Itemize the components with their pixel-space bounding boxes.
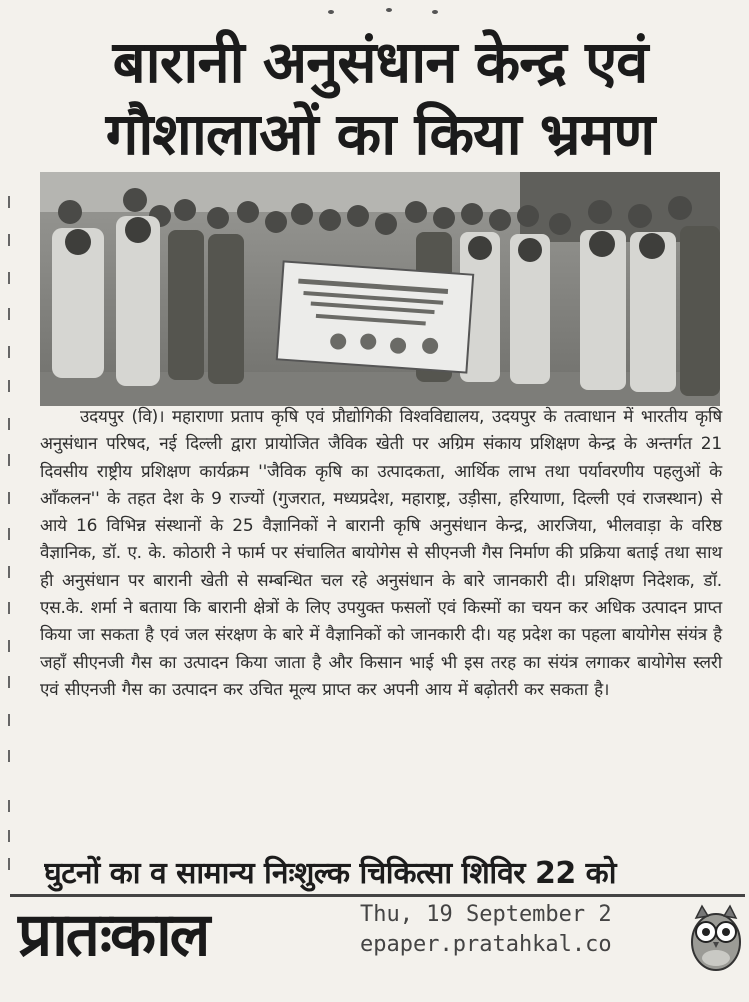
headline-line-2: गौशालाओं का किया भ्रमण <box>105 100 655 168</box>
group-photo <box>40 172 720 406</box>
article-body: उदयपुर (वि)। महाराणा प्रताप कृषि एवं प्रौद्योगिकी विश्वविद्यालय, उदयपुर के तत्वाधान में भारतीय कृषि अनुसंधान परिषद, नई दिल्ली द्वारा प्रायोजित जैविक खेती पर अग्रिम संकाय प्रशिक्षण केन्द्र के अन्तर्गत 21 दिवसीय राष्ट्रीय प्रशिक्षण कार्यक्रम ''जैविक कृषि का उत्पादकता, आर्थिक लाभ तथा पर्यावरणीय पहलुओं के आँकलन'' के तहत देश के 9 राज्यों (गुजरात, मध्यप्रदेश, महाराष्ट्र, उड़ीसा, हरियाणा, दिल्ली एवं राजस्थान) से आये 16 विभिन्न संस्थानों के 25 वैज्ञानिकों ने बारानी कृषि अनुसंधान केन्द्र, आरजिया, भीलवाड़ा के वरिष्ठ वैज्ञानिक, डॉ. ए. के. कोठारी ने फार्म पर संचालित बायोगेस से सीएनजी गैस निर्माण की प्रक्रिया बताई तथा साथ ही अनुसंधान पर बारानी खेती से सम्बन्धित चल रहे अनुसंधान के बारे जानकारी दी। प्रशिक्षण निदेशक, डॉ. एस.के. शर्मा ने बताया कि बारानी क्षेत्रों के लिए उपयुक्त फसलों एवं किस्मों का चयन कर अधिक उत्पादन प्राप्त किया जा सकता है एवं जल संरक्षण के बारे में वैज्ञानिकों को जानकारी दी। यह प्रदेश का पहला बायोगेस संयंत्र है जहाँ सीएनजी गैस का उत्पादन किया जाता है और किसान भाई भी इस तरह का संयंत्र लगाकर बायोगेस स्लरी एवं सीएनजी गैस का उत्पादन कर उचित मूल्य प्राप्त कर अपनी आय में बढ़ोतरी कर सकता है। <box>40 407 722 700</box>
edition-url: epaper.pratahkal.co <box>360 932 612 957</box>
next-article-headline: घुटनों का व सामान्य निःशुल्क चिकित्सा शिविर 22 को <box>44 856 616 891</box>
edition-meta <box>360 900 686 960</box>
headline-line-1: बारानी अनुसंधान केन्द्र एवं <box>112 28 648 96</box>
page-title <box>30 26 730 170</box>
top-dots <box>320 4 480 18</box>
edition-date: Thu, 19 September 2 <box>360 902 612 927</box>
masthead-logo: प्रातःकाल <box>18 900 209 970</box>
group-photo-image <box>40 172 720 406</box>
margin-ticks <box>4 190 18 880</box>
owl-mascot-icon <box>688 902 744 972</box>
